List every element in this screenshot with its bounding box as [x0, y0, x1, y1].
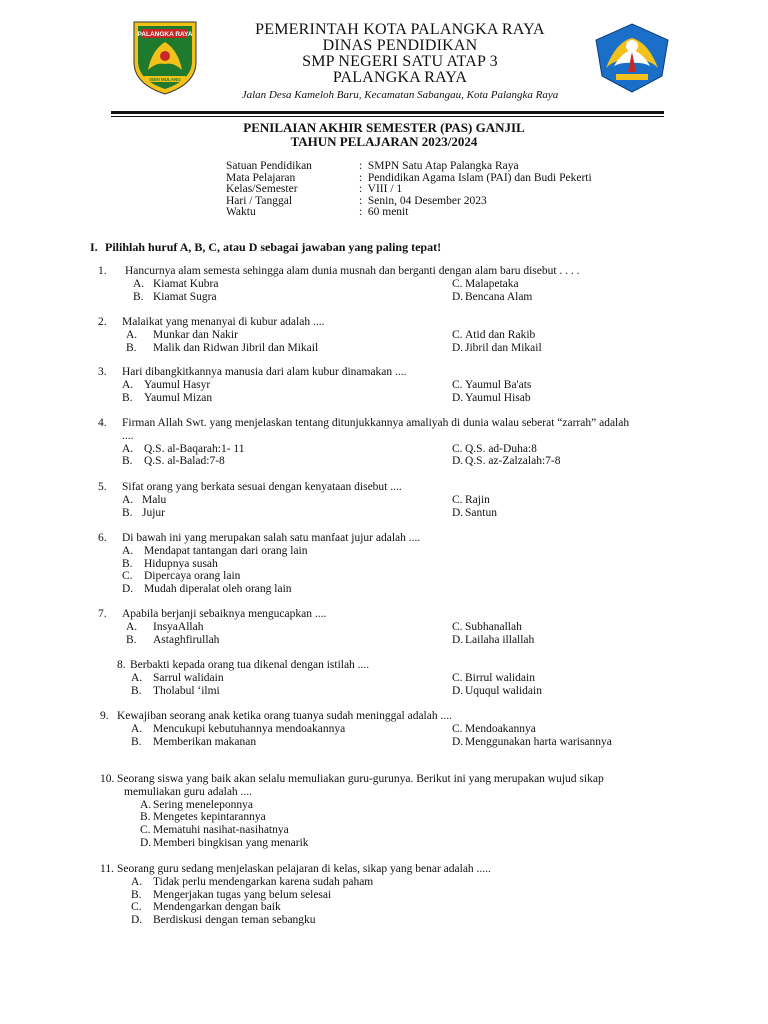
question-text: Kewajiban seorang anak ketika orang tuanya sudah meninggal adalah ....	[117, 710, 452, 722]
letterhead	[200, 22, 600, 101]
option-d[interactable]: D. Bencana Alam	[452, 290, 533, 303]
option-a[interactable]: A. Yaumul Hasyr	[122, 378, 211, 391]
option-a[interactable]: A. Sering meneleponnya	[140, 798, 253, 811]
option-d[interactable]: D. Mudah diperalat oleh orang lain	[122, 583, 292, 596]
section-number: I.	[90, 240, 98, 254]
option-a[interactable]: A. Malu	[122, 493, 167, 506]
option-a[interactable]: A. Mendapat tantangan dari orang lain	[122, 544, 308, 557]
logo-left-motto: ISEN MULANG	[149, 77, 181, 82]
question-3	[98, 366, 678, 404]
question-number: 5.	[98, 481, 107, 493]
question-7	[98, 608, 678, 646]
option-b[interactable]: B. Memberikan makanan	[131, 735, 257, 748]
question-text: Seorang siswa yang baik akan selalu memuliakan guru-gurunya. Berikut ini yang merupakan wujud sikap	[117, 773, 604, 785]
question-text: Seorang guru sedang menjelaskan pelajaran di kelas, sikap yang benar adalah .....	[117, 863, 491, 875]
option-a[interactable]: A. Tidak perlu mendengarkan karena sudah paham	[131, 875, 374, 888]
question-5	[98, 481, 678, 519]
option-d[interactable]: D. Lailaha illallah	[452, 633, 535, 646]
palangka-raya-logo	[128, 18, 202, 96]
option-c[interactable]: C. Birrul walidain	[452, 671, 535, 684]
option-d[interactable]: D. Yaumul Hisab	[452, 391, 531, 404]
option-d[interactable]: D. Memberi bingkisan yang menarik	[140, 837, 309, 849]
option-c[interactable]: C. Dipercaya orang lain	[122, 570, 241, 583]
option-c[interactable]: C. Subhanallah	[452, 620, 522, 633]
question-8	[117, 659, 697, 697]
letterhead-line-4: PALANGKA RAYA	[332, 69, 468, 86]
question-number: 11.	[100, 863, 114, 875]
question-number: 4.	[98, 417, 107, 429]
identity-label: Hari / Tanggal	[226, 194, 293, 207]
exam-title	[180, 121, 588, 149]
option-c[interactable]: C. Yaumul Ba'ats	[452, 378, 532, 391]
identity-value: VIII / 1	[367, 183, 403, 195]
question-continuation: memuliakan guru adalah ....	[124, 785, 253, 798]
question-continuation: ....	[122, 429, 134, 442]
option-c[interactable]: C. Mendoakannya	[452, 722, 536, 735]
option-b[interactable]: B. Tholabul ‘ilmi	[131, 684, 220, 697]
option-b[interactable]: B. Mengerjakan tugas yang belum selesai	[131, 888, 332, 901]
school-address: Jalan Desa Kameloh Baru, Kecamatan Sabangau, Kota Palangka Raya	[241, 89, 559, 101]
letterhead-rule-thin	[111, 116, 664, 117]
option-a[interactable]: A. InsyaAllah	[126, 620, 204, 633]
logo-left-text: PALANGKA RAYA	[137, 31, 193, 38]
option-b[interactable]: B. Q.S. al-Balad:7-8	[122, 455, 225, 468]
identity-label: Mata Pelajaran	[226, 171, 296, 184]
question-2	[98, 316, 678, 354]
question-text: Hancurnya alam semesta sehingga alam dunia musnah dan berganti dengan alam baru disebut . . . .	[125, 265, 580, 277]
question-number: 3.	[98, 366, 107, 378]
question-10	[100, 773, 680, 849]
identity-value: Pendidikan Agama Islam (PAI) dan Budi Pekerti	[367, 171, 592, 184]
identity-row: Satuan Pendidikan : SMPN Satu Atap Palangka Raya	[226, 160, 519, 172]
question-text: Firman Allah Swt. yang menjelaskan tentang ditunjukkannya amaliyah di dunia walau seberat “zarrah” adalah	[122, 417, 630, 429]
question-number: 1.	[98, 265, 107, 277]
option-c[interactable]: C. Atid dan Rakib	[452, 328, 536, 341]
option-b[interactable]: B. Jujur	[122, 506, 165, 519]
option-c[interactable]: C. Q.S. ad-Duha:8	[452, 442, 537, 455]
question-9	[100, 710, 680, 748]
question-text: Malaikat yang menanyai di kubur adalah ....	[122, 316, 325, 328]
letterhead-line-3: SMP NEGERI SATU ATAP 3	[302, 53, 498, 70]
option-d[interactable]: D. Menggunakan harta warisannya	[452, 735, 612, 748]
question-text: Hari dibangkitkannya manusia dari alam kubur dinamakan ....	[122, 366, 407, 378]
option-c[interactable]: C. Mendengarkan dengan baik	[131, 901, 281, 914]
question-text: Berbakti kepada orang tua dikenal dengan istilah ....	[130, 659, 370, 671]
letterhead-line-1: PEMERINTAH KOTA PALANGKA RAYA	[255, 21, 545, 38]
exam-identity	[226, 161, 592, 219]
identity-row: Kelas/Semester : VIII / 1	[226, 183, 403, 195]
option-a[interactable]: A. Q.S. al-Baqarah:1- 11	[122, 442, 245, 455]
option-b[interactable]: B. Kiamat Sugra	[133, 290, 217, 303]
letterhead-rule-thick	[111, 111, 664, 114]
question-number: 9.	[100, 710, 109, 722]
question-text: Apabila berjanji sebaiknya mengucapkan ....	[122, 608, 327, 620]
option-b[interactable]: B. Malik dan Ridwan Jibril dan Mikail	[126, 341, 319, 354]
identity-value: Senin, 04 Desember 2023	[367, 194, 487, 207]
option-d[interactable]: D. Uququl walidain	[452, 684, 542, 697]
identity-row: Hari / Tanggal : Senin, 04 Desember 2023	[226, 194, 487, 207]
section-heading	[90, 240, 441, 255]
option-c[interactable]: C. Rajin	[452, 493, 490, 506]
identity-value: SMPN Satu Atap Palangka Raya	[367, 160, 519, 172]
option-d[interactable]: D. Jibril dan Mikail	[452, 341, 542, 354]
exam-title-line-2: TAHUN PELAJARAN 2023/2024	[290, 134, 478, 149]
question-text: Sifat orang yang berkata sesuai dengan kenyataan disebut ....	[122, 481, 402, 493]
option-b[interactable]: B. Astaghfirullah	[126, 633, 220, 646]
exam-title-line-1: PENILAIAN AKHIR SEMESTER (PAS) GANJIL	[243, 120, 525, 135]
option-d[interactable]: D. Berdiskusi dengan teman sebangku	[131, 914, 316, 927]
question-text: Di bawah ini yang merupakan salah satu manfaat jujur adalah ....	[122, 532, 421, 544]
identity-label: Waktu	[226, 206, 256, 218]
option-c[interactable]: C. Malapetaka	[452, 277, 519, 290]
option-b[interactable]: B. Yaumul Mizan	[122, 391, 213, 404]
question-number: 7.	[98, 608, 107, 620]
identity-label: Satuan Pendidikan	[226, 160, 312, 172]
question-11	[100, 863, 680, 927]
option-b[interactable]: B. Mengetes kepintarannya	[140, 811, 266, 824]
tut-wuri-handayani-logo	[592, 22, 672, 94]
option-d[interactable]: D. Santun	[452, 506, 497, 519]
section-instruction: Pilihlah huruf A, B, C, atau D sebagai jawaban yang paling tepat!	[105, 240, 442, 254]
identity-row: Mata Pelajaran : Pendidikan Agama Islam (PAI) dan Budi Pekerti	[226, 171, 592, 184]
option-a[interactable]: A. Kiamat Kubra	[133, 277, 219, 290]
question-number: 8.	[117, 659, 126, 671]
letterhead-line-2: DINAS PENDIDIKAN	[322, 37, 478, 54]
question-number: 2.	[98, 316, 107, 328]
option-a[interactable]: A. Mencukupi kebutuhannya mendoakannya	[131, 722, 346, 735]
option-a[interactable]: A. Munkar dan Nakir	[126, 328, 238, 341]
identity-value: 60 menit	[367, 206, 409, 218]
question-6	[98, 532, 678, 596]
question-number: 10.	[100, 773, 115, 785]
option-c[interactable]: C. Mematuhi nasihat-nasihatnya	[140, 824, 289, 837]
question-4	[98, 417, 678, 468]
question-number: 6.	[98, 532, 107, 544]
question-1	[98, 265, 678, 303]
option-a[interactable]: A. Sarrul walidain	[131, 671, 224, 684]
option-d[interactable]: D. Q.S. az-Zalzalah:7-8	[452, 455, 561, 468]
identity-row: Waktu : 60 menit	[226, 206, 409, 218]
option-b[interactable]: B. Hidupnya susah	[122, 557, 218, 570]
identity-label: Kelas/Semester	[226, 183, 298, 195]
